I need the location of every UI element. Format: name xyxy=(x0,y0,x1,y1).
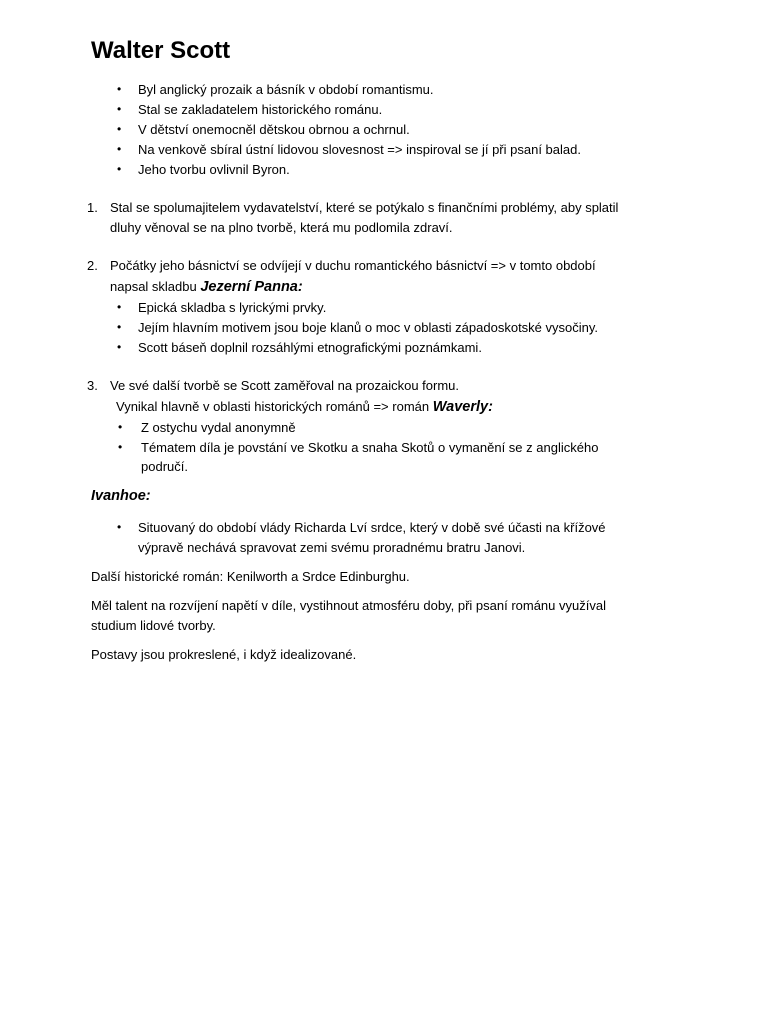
section-heading-ivanhoe: Ivanhoe: xyxy=(91,488,151,504)
list-item: • Jeho tvorbu ovlivnil Byron. xyxy=(138,160,698,180)
item-number: 3. xyxy=(87,378,98,393)
paragraph: Měl talent na rozvíjení napětí v díle, vystihnout atmosféru doby, při psaní románu využíval studium lidové tvorby. xyxy=(91,598,606,633)
item-2-bullet-list xyxy=(117,298,698,358)
bullet-icon: • xyxy=(117,122,122,136)
list-item: • Byl anglický prozaik a básník v období romantismu. xyxy=(138,80,698,100)
list-item: • Situovaný do období vlády Richarda Lví srdce, který v době své účasti na křížové xyxy=(138,518,698,538)
list-item: • Scott báseň doplnil rozsáhlými etnografickými poznámkami. xyxy=(138,338,698,358)
item-number: 2. xyxy=(87,258,98,273)
bullet-icon: • xyxy=(117,102,122,116)
list-item: • Tématem díla je povstání ve Skotku a snaha Skotů o vymanění se z anglického xyxy=(141,438,701,457)
list-item: • Z ostychu vydal anonymně xyxy=(141,418,701,438)
numbered-item-1 xyxy=(87,198,710,237)
bullet-icon: • xyxy=(117,82,122,96)
bullet-icon: • xyxy=(117,300,122,314)
bullet-icon: • xyxy=(117,162,122,176)
item-text-line: Stal se spolumajitelem vydavatelství, které se potýkalo s finančními problémy, aby splatil xyxy=(110,200,619,215)
bullet-icon: • xyxy=(117,340,122,354)
bullet-icon: • xyxy=(118,440,123,454)
list-item: područí. xyxy=(141,459,188,474)
list-item: • Na venkově sbíral ústní lidovou slovesnost => inspiroval se jí při psaní balad. xyxy=(138,140,698,160)
paragraph: Další historické román: Kenilworth a Srdce Edinburghu. xyxy=(91,569,410,584)
item-text-line: Ve své další tvorbě se Scott zaměřoval na prozaickou formu. xyxy=(110,378,460,393)
work-title: Waverly: xyxy=(432,399,493,415)
document-title: Walter Scott xyxy=(91,37,231,64)
paragraph: Postavy jsou prokreslené, i když idealizované. xyxy=(91,647,357,662)
bullet-icon: • xyxy=(117,320,122,334)
list-item: • V dětství onemocněl dětskou obrnou a ochrnul. xyxy=(138,120,698,140)
intro-bullet-list xyxy=(117,80,698,180)
item-3-bullet-list xyxy=(118,418,701,477)
numbered-item-3 xyxy=(87,376,710,396)
bullet-icon: • xyxy=(117,520,122,534)
bullet-icon: • xyxy=(118,420,123,434)
list-item: • Stal se zakladatelem historického románu. xyxy=(138,100,698,120)
item-text-line: Počátky jeho básnictví se odvíjejí v duchu romantického básnictví => v tomto období xyxy=(110,258,596,273)
list-item: • Epická skladba s lyrickými prvky. xyxy=(138,298,698,318)
item-text-line: dluhy věnoval se na plno tvorbě, která mu podlomila zdraví. xyxy=(110,219,453,235)
item-3-continuation: Vynikal hlavně v oblasti historických románů => román Waverly: xyxy=(116,399,493,415)
work-title: Jezerní Panna: xyxy=(200,278,303,295)
numbered-item-2 xyxy=(87,256,710,297)
list-item: • Jejím hlavním motivem jsou boje klanů o moc v oblasti západoskotské vysočiny. xyxy=(138,318,698,338)
bullet-icon: • xyxy=(117,142,122,156)
list-item: výpravě nechává spravovat zemi svému proradnému bratru Janovi. xyxy=(138,540,526,555)
item-number: 1. xyxy=(87,200,98,215)
ivanhoe-bullet-list xyxy=(117,518,698,558)
item-text-line: napsal skladbu Jezerní Panna: xyxy=(110,278,303,295)
